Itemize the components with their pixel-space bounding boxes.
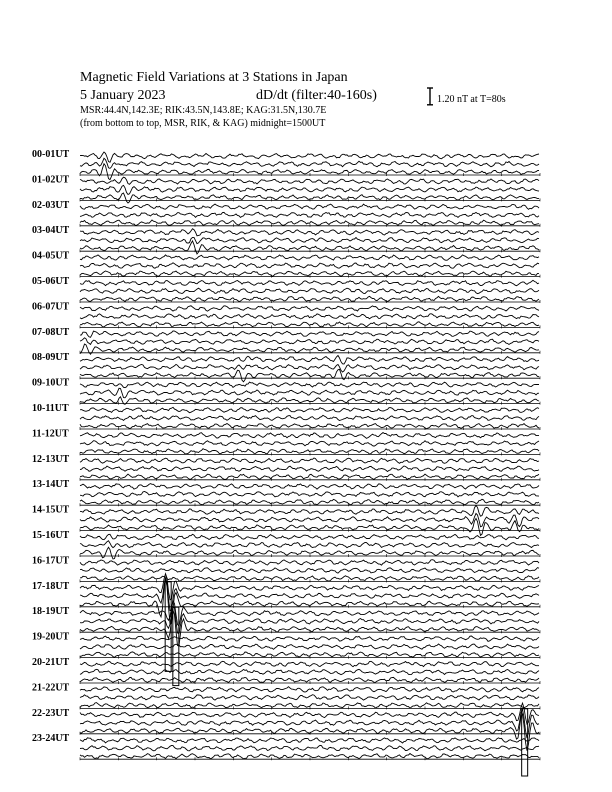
station-trace-rik <box>80 568 539 574</box>
hour-label: 10-11UT <box>32 403 69 414</box>
station-trace-msr <box>80 152 539 162</box>
station-trace-rik <box>80 466 539 472</box>
station-trace-rik <box>80 338 539 345</box>
hour-row <box>32 505 540 536</box>
hour-label: 11-12UT <box>32 428 69 440</box>
station-trace-msr <box>80 458 539 463</box>
station-trace-rik <box>80 237 539 243</box>
station-trace-msr <box>80 356 539 365</box>
station-trace-msr <box>80 382 539 388</box>
hour-row <box>32 454 540 481</box>
station-trace-msr <box>80 331 539 337</box>
station-trace-kag <box>80 449 539 455</box>
station-trace-kag <box>80 474 539 479</box>
hour-label: 08-09UT <box>32 352 70 364</box>
hour-label: 13-14UT <box>32 479 70 491</box>
station-trace-msr <box>80 433 539 439</box>
hour-label: 00-01UT <box>32 149 70 160</box>
hour-label: 04-05UT <box>32 250 70 262</box>
station-trace-msr <box>80 661 539 666</box>
scale-bar <box>427 88 433 105</box>
station-trace-rik <box>80 288 539 293</box>
station-trace-kag <box>80 499 539 504</box>
station-trace-rik <box>80 441 539 446</box>
hour-row <box>32 149 540 180</box>
station-trace-kag <box>80 296 539 301</box>
station-trace-kag <box>80 518 539 535</box>
hour-row <box>32 200 540 227</box>
station-trace-rik <box>80 364 539 372</box>
station-trace-rik <box>80 745 539 750</box>
station-order-note: (from bottom to top, MSR, RIK, & KAG) midnight=1500UT <box>80 118 326 129</box>
hour-row <box>32 682 540 709</box>
chart-title: Magnetic Field Variations at 3 Stations in Japan <box>80 70 348 85</box>
station-trace-msr <box>80 407 539 412</box>
station-trace-msr <box>80 687 539 692</box>
hour-row <box>32 733 540 760</box>
hour-label: 01-02UT <box>32 174 70 186</box>
station-trace-rik <box>80 263 539 268</box>
station-trace-kag <box>80 424 539 429</box>
station-trace-msr <box>80 484 539 490</box>
station-trace-kag <box>80 397 539 405</box>
station-trace-rik <box>80 669 539 674</box>
station-trace-kag <box>80 677 539 682</box>
hour-label: 03-04UT <box>32 225 70 237</box>
hour-row <box>32 479 540 506</box>
hour-label: 23-24UT <box>32 733 70 745</box>
hour-label: 20-21UT <box>32 657 70 668</box>
hour-row <box>32 632 540 659</box>
date-label: 5 January 2023 <box>80 88 166 103</box>
hour-row <box>32 428 540 455</box>
station-trace-kag <box>80 220 539 226</box>
hour-row <box>32 327 540 354</box>
station-trace-msr <box>80 560 539 565</box>
hour-row <box>32 530 540 559</box>
hour-label: 06-07UT <box>32 301 70 313</box>
hour-row <box>32 225 540 254</box>
station-trace-kag <box>80 241 539 254</box>
station-trace-kag <box>80 322 539 327</box>
hour-row <box>32 555 540 582</box>
station-trace-msr <box>80 306 539 311</box>
station-trace-msr <box>80 534 539 540</box>
hour-row <box>32 657 540 684</box>
hour-label: 09-10UT <box>32 377 70 389</box>
station-trace-rik <box>80 212 539 217</box>
hour-row <box>32 276 540 303</box>
hour-row <box>32 301 540 328</box>
hour-label: 22-23UT <box>32 707 70 719</box>
hour-row <box>32 352 540 382</box>
station-trace-msr <box>80 280 539 285</box>
station-trace-rik <box>80 541 539 548</box>
station-trace-kag <box>80 576 539 581</box>
hour-label: 19-20UT <box>32 631 70 643</box>
station-trace-rik <box>80 644 539 649</box>
station-trace-kag <box>80 652 539 657</box>
station-trace-kag <box>80 714 539 751</box>
hour-label: 14-15UT <box>32 504 70 516</box>
hour-label: 21-22UT <box>32 682 70 694</box>
station-trace-rik <box>80 492 539 497</box>
station-trace-rik <box>80 388 539 398</box>
station-trace-kag <box>80 703 539 709</box>
station-trace-kag <box>80 754 539 759</box>
station-trace-kag <box>80 193 539 203</box>
station-trace-kag <box>80 547 539 559</box>
station-trace-msr <box>80 738 539 743</box>
off-scale-spike <box>522 709 528 776</box>
station-trace-msr <box>80 204 539 209</box>
scale-bar-label: 1.20 nT at T=80s <box>437 94 506 105</box>
station-trace-rik <box>80 158 539 168</box>
hour-row <box>32 251 540 278</box>
hour-label: 07-08UT <box>32 326 70 338</box>
hour-label: 12-13UT <box>32 453 70 465</box>
station-trace-msr <box>80 505 539 516</box>
station-trace-rik <box>80 415 539 420</box>
hour-label: 02-03UT <box>32 199 70 211</box>
station-trace-rik <box>80 185 539 194</box>
hour-row <box>32 403 540 430</box>
station-trace-kag <box>80 369 539 382</box>
hour-label: 05-06UT <box>32 276 70 287</box>
hour-row <box>32 703 540 751</box>
hour-label: 18-19UT <box>32 606 70 618</box>
station-trace-rik <box>80 695 539 700</box>
hour-label: 17-18UT <box>32 580 70 592</box>
station-trace-rik <box>80 314 539 319</box>
station-trace-kag <box>80 271 539 276</box>
station-trace-msr <box>80 229 539 236</box>
station-trace-kag <box>80 610 539 646</box>
hour-label: 16-17UT <box>32 555 70 567</box>
station-coordinates: MSR:44.4N,142.3E; RIK:43.5N,143.8E; KAG:31.5N,130.7E <box>80 105 327 116</box>
hour-rows <box>32 149 540 776</box>
quantity-label: dD/dt (filter:40-160s) <box>256 88 377 103</box>
hour-label: 15-16UT <box>32 530 70 541</box>
station-trace-msr <box>80 636 539 641</box>
station-trace-msr <box>80 255 539 260</box>
hour-row <box>32 378 540 405</box>
station-trace-msr <box>80 177 539 184</box>
